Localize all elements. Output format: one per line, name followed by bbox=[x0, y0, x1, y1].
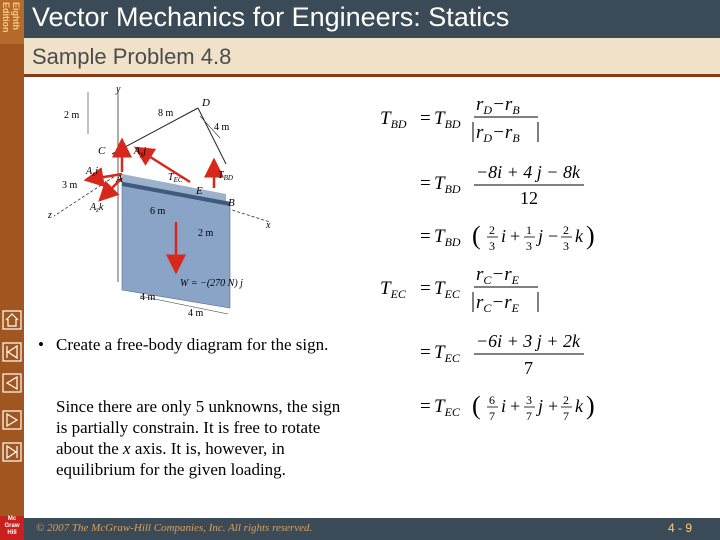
force-az-label: $A_zk$ bbox=[90, 202, 104, 214]
eq5-equals: = bbox=[420, 342, 431, 363]
eq3-plus: + bbox=[510, 226, 521, 246]
eq4-den: $r_C-r_E$ bbox=[476, 292, 519, 315]
bullet-dot: • bbox=[38, 335, 44, 354]
page-number: 4 - 9 bbox=[667, 521, 692, 535]
y-axis-label: y bbox=[116, 84, 121, 95]
eq2-equals: = bbox=[420, 173, 431, 194]
eq5-t: $T_{EC}$ bbox=[434, 342, 460, 365]
eq3-f3-den: 3 bbox=[563, 239, 569, 253]
prev-slide-button[interactable] bbox=[2, 373, 22, 393]
bullet-text: Create a free-body diagram for the sign. bbox=[56, 335, 329, 354]
edition-line-1: Eighth bbox=[11, 2, 21, 30]
eq4-num: $r_C-r_E$ bbox=[476, 264, 519, 287]
para-part-2: axis. It is, however, in equilibrium for the given loading. bbox=[56, 439, 286, 479]
point-e-label: E bbox=[196, 185, 203, 197]
edition-line-2: Edition bbox=[1, 2, 11, 33]
tension-bd-label: $T_{BD}$ bbox=[218, 170, 233, 182]
eq3-minus: − bbox=[548, 226, 559, 246]
eq6-plus-1: + bbox=[510, 396, 521, 416]
point-a-label: A bbox=[116, 173, 123, 185]
eq6-j: j bbox=[538, 396, 544, 416]
eq6-equals: = bbox=[420, 396, 431, 417]
eq3-f2-num: 1 bbox=[526, 223, 532, 237]
publisher-logo bbox=[0, 516, 24, 540]
eq3-i: i bbox=[501, 226, 507, 246]
eq6-f2-num: 3 bbox=[526, 393, 532, 407]
eq5-den: 7 bbox=[524, 358, 533, 378]
home-icon bbox=[2, 310, 22, 330]
first-slide-button[interactable] bbox=[2, 342, 22, 362]
eq6-plus-2: + bbox=[548, 396, 559, 416]
eq3-rparen: ) bbox=[586, 221, 595, 250]
eq2-den: 12 bbox=[520, 188, 538, 208]
tension-ec-label: $T_{EC}$ bbox=[168, 172, 183, 184]
next-slide-icon bbox=[2, 410, 22, 430]
para-axis: x bbox=[123, 439, 131, 458]
last-slide-button[interactable] bbox=[2, 442, 22, 462]
eq6-i: i bbox=[501, 396, 507, 416]
eq1-den: $r_D-r_B$ bbox=[476, 122, 520, 145]
eq1-num: $r_D-r_B$ bbox=[476, 94, 520, 117]
prev-slide-icon bbox=[2, 373, 22, 393]
free-body-diagram bbox=[30, 82, 330, 322]
first-slide-icon bbox=[2, 342, 22, 362]
dim-2m-top: 2 m bbox=[64, 110, 80, 121]
eq2-num: −8i + 4 j − 8k bbox=[476, 162, 580, 182]
eq3-j: j bbox=[538, 226, 544, 246]
eq3-f2-den: 3 bbox=[526, 239, 532, 253]
eq3-f3-num: 2 bbox=[563, 223, 569, 237]
eq3-lparen: ( bbox=[472, 221, 481, 250]
bullet-item bbox=[38, 334, 338, 355]
dim-4m-right: 4 m bbox=[214, 122, 230, 133]
eq6-k: k bbox=[575, 396, 583, 416]
eq3-f1-num: 2 bbox=[489, 223, 495, 237]
eq6-lparen: ( bbox=[472, 391, 481, 420]
slide-subtitle: Sample Problem 4.8 bbox=[32, 44, 232, 69]
dim-6m: 6 m bbox=[150, 206, 166, 217]
cable-bd-upper bbox=[198, 108, 226, 164]
dim-2m-inner: 2 m bbox=[198, 228, 214, 239]
x-axis-label: x bbox=[266, 220, 271, 231]
eq3-f1-den: 3 bbox=[489, 239, 495, 253]
z-axis-label: z bbox=[48, 210, 52, 221]
home-button[interactable] bbox=[2, 310, 22, 330]
eq3-k: k bbox=[575, 226, 583, 246]
edition-badge bbox=[0, 0, 24, 44]
eq1-rhs-t: $T_{BD}$ bbox=[434, 108, 461, 131]
eq6-t: $T_{EC}$ bbox=[434, 396, 460, 419]
eq6-f1-den: 7 bbox=[489, 409, 495, 423]
eq4-rhs-t: $T_{EC}$ bbox=[434, 278, 460, 301]
point-c-label: C bbox=[98, 145, 106, 157]
dim-8m: 8 m bbox=[158, 108, 174, 119]
eq1-lhs: $T_{BD}$ bbox=[380, 108, 407, 131]
dim-4m-bottom-2: 4 m bbox=[188, 308, 204, 319]
eq6-f2-den: 7 bbox=[526, 409, 532, 423]
weight-label: W = −(270 N) j bbox=[180, 278, 243, 289]
force-ax-label: $A_xi$ bbox=[86, 166, 98, 178]
force-ay-label: $A_yj$ bbox=[134, 146, 146, 158]
eq4-lhs: $T_{EC}$ bbox=[380, 278, 406, 301]
explanation-paragraph bbox=[56, 396, 346, 480]
copyright-notice: © 2007 The McGraw-Hill Companies, Inc. All rights reserved. bbox=[36, 522, 313, 534]
point-d-label: D bbox=[202, 97, 210, 109]
slide-title: Vector Mechanics for Engineers: Statics bbox=[32, 2, 510, 32]
eq5-num: −6i + 3 j + 2k bbox=[476, 331, 580, 351]
eq6-rparen: ) bbox=[586, 391, 595, 420]
eq2-t: $T_{BD}$ bbox=[434, 173, 461, 196]
eq6-f3-den: 7 bbox=[563, 409, 569, 423]
cable-dc bbox=[112, 108, 198, 154]
point-b-label: B bbox=[228, 197, 235, 209]
eq6-f1-num: 6 bbox=[489, 393, 495, 407]
eq3-t: $T_{BD}$ bbox=[434, 226, 461, 249]
equations-panel bbox=[372, 84, 622, 424]
eq6-f3-num: 2 bbox=[563, 393, 569, 407]
last-slide-icon bbox=[2, 442, 22, 462]
eq3-equals: = bbox=[420, 226, 431, 247]
logo-text: Mc Graw Hill bbox=[4, 516, 20, 536]
dim-4m-bottom-1: 4 m bbox=[140, 292, 156, 303]
eq4-equals: = bbox=[420, 278, 431, 299]
next-slide-button[interactable] bbox=[2, 410, 22, 430]
para-part-1: Since there are only 5 unknowns, the sign is partially constrain. It is free to rotate about the bbox=[56, 397, 341, 458]
dim-3m: 3 m bbox=[62, 180, 78, 191]
eq1-equals: = bbox=[420, 108, 431, 129]
